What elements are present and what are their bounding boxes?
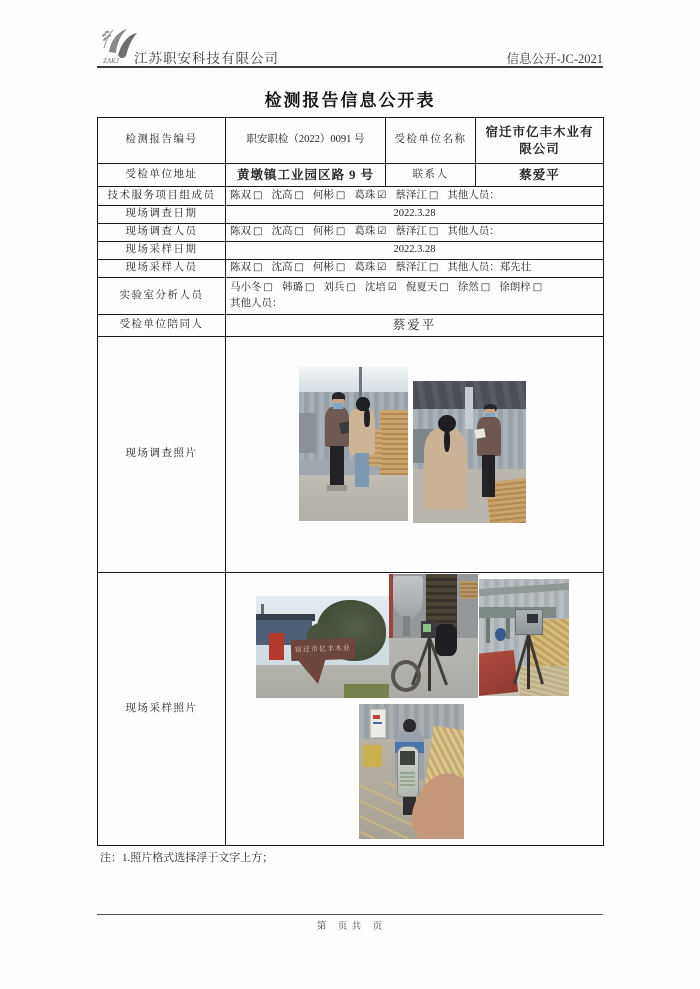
table-row (98, 206, 604, 224)
checkbox-unchecked-icon: □ (335, 189, 346, 201)
info-table (97, 117, 604, 846)
sampling-photo-handheld-meter (359, 704, 464, 839)
member-name: 陈双 (230, 262, 251, 274)
member-name: 马小冬 (230, 281, 262, 293)
photo-shape (460, 581, 478, 598)
checkbox-unchecked-icon: □ (304, 281, 315, 293)
member-name: 韩璐 (281, 281, 303, 293)
member-option (313, 190, 345, 201)
member-name: 蔡泽江 (395, 262, 427, 274)
escort-label: 受检单位陪同人 (98, 315, 226, 337)
member-option (230, 190, 262, 201)
photo-shape: ZAKJ (103, 57, 119, 65)
unit-name-value: 宿迁市亿丰木业有限公司 (476, 118, 604, 164)
table-row (98, 278, 604, 315)
sampling-photos-cell (226, 573, 604, 846)
unit-name-label: 受检单位名称 (386, 118, 476, 164)
survey-photo-1 (299, 367, 408, 521)
member-option (354, 262, 386, 273)
checkbox-unchecked-icon: □ (480, 281, 491, 293)
checkbox-unchecked-icon: □ (428, 226, 439, 238)
lab-staff-members (226, 278, 604, 315)
member-name: 沈高 (271, 189, 293, 201)
member-name: 蔡泽江 (395, 189, 427, 201)
checkbox-unchecked-icon: □ (428, 262, 439, 274)
checkbox-unchecked-icon: □ (294, 262, 304, 274)
member-name: 何彬 (312, 189, 334, 201)
checkbox-unchecked-icon: □ (294, 226, 304, 238)
photo-shape (486, 618, 490, 644)
member-name: 葛珠 (354, 189, 376, 201)
photo-shape (299, 367, 408, 394)
survey-date-label: 现场调查日期 (98, 206, 226, 224)
survey-photos-label: 现场调查照片 (98, 337, 226, 573)
other-personnel: 其他人员： (230, 298, 283, 309)
checkbox-checked-icon: ☑ (387, 281, 397, 293)
photo-shape (479, 583, 569, 596)
sampling-photo-tripod-1 (389, 574, 478, 698)
photo-shape (444, 429, 451, 452)
photo-shape (364, 409, 369, 427)
member-option (499, 282, 542, 293)
photo-shape (423, 624, 431, 633)
member-option (354, 190, 386, 201)
header-rule (97, 66, 603, 68)
lab-staff-label: 实验室分析人员 (98, 278, 226, 315)
member-option (406, 282, 449, 293)
photo-shape (101, 33, 106, 38)
photo-shape (403, 719, 416, 733)
checkbox-unchecked-icon: □ (253, 226, 263, 238)
table-row (98, 242, 604, 260)
contact-value: 蔡爱平 (476, 164, 604, 187)
photo-shape (485, 413, 495, 417)
photo-shape (269, 633, 284, 661)
member-name: 陈双 (230, 189, 251, 201)
member-name: 沈高 (271, 226, 293, 238)
table-row (98, 315, 604, 337)
company-name: 江苏职安科技有限公司 (134, 51, 279, 66)
photo-shape (400, 770, 415, 788)
table-row (98, 187, 604, 206)
photo-shape (527, 635, 530, 689)
checkbox-unchecked-icon: □ (335, 226, 346, 238)
member-name: 沈培 (364, 281, 386, 293)
photo-shape (363, 745, 382, 768)
checkbox-unchecked-icon: □ (439, 281, 449, 293)
photo-shape (299, 413, 316, 453)
member-option (271, 262, 303, 273)
contact-label: 联系人 (386, 164, 476, 187)
sampling-photo-gate (256, 596, 389, 698)
member-option (230, 226, 262, 237)
table-row (98, 118, 604, 164)
checkbox-checked-icon: ☑ (377, 262, 387, 274)
checkbox-unchecked-icon: □ (263, 281, 273, 293)
member-option (282, 282, 314, 293)
report-no-label: 检测报告编号 (98, 118, 226, 164)
checkbox-unchecked-icon: □ (294, 189, 304, 201)
other-personnel: 其他人员：郑先壮 (447, 262, 532, 274)
member-option (365, 282, 397, 293)
footnote: 注：1.照片格式选择浮于文字上方； (100, 852, 274, 864)
checkbox-unchecked-icon: □ (346, 281, 356, 293)
photo-shape (333, 403, 343, 408)
photo-shape (527, 614, 539, 623)
member-option (354, 226, 386, 237)
photo-shape (435, 624, 456, 656)
member-option (395, 226, 438, 237)
photo-shape (400, 751, 415, 765)
sampling-photo-tripod-2 (479, 579, 569, 696)
page-number: 第 页 共 页 (316, 922, 384, 932)
checkbox-unchecked-icon: □ (335, 262, 346, 274)
photo-shape (479, 650, 518, 696)
member-option (323, 282, 355, 293)
member-name: 何彬 (312, 262, 334, 274)
photo-shape (403, 616, 410, 636)
photo-shape (391, 660, 421, 692)
member-name: 沈高 (271, 262, 293, 274)
photo-shape (373, 722, 382, 725)
member-name: 葛珠 (354, 262, 376, 274)
member-option (395, 262, 438, 273)
photo-shape (330, 446, 344, 486)
page-title: 检测报告信息公开表 (264, 91, 436, 110)
survey-staff-label: 现场调查人员 (98, 224, 226, 242)
member-option (313, 262, 345, 273)
gate-sign-text: 宿迁市亿丰木业 (294, 643, 351, 654)
photo-shape (299, 475, 408, 521)
report-no-value: 职安职检（2022）0091 号 (226, 118, 386, 164)
checkbox-unchecked-icon: □ (253, 262, 263, 274)
other-personnel: 其他人员： (447, 189, 500, 201)
sampling-date-value: 2022.3.28 (226, 242, 604, 260)
photo-shape (296, 658, 326, 684)
member-name: 蔡泽江 (395, 226, 427, 238)
checkbox-checked-icon: ☑ (377, 226, 387, 238)
checkbox-unchecked-icon: □ (253, 189, 263, 201)
member-option (458, 282, 490, 293)
member-option (271, 190, 303, 201)
sampling-date-label: 现场采样日期 (98, 242, 226, 260)
photo-shape (495, 628, 506, 641)
photo-shape (506, 618, 510, 639)
survey-date-value: 2022.3.28 (226, 206, 604, 224)
checkbox-unchecked-icon: □ (532, 281, 543, 293)
member-name: 葛珠 (354, 226, 376, 238)
photo-shape (380, 410, 408, 484)
table-row (98, 164, 604, 187)
photo-shape (327, 485, 347, 491)
photo-shape (104, 30, 109, 33)
photo-shape (344, 684, 389, 698)
member-name: 徐朗梓 (499, 281, 531, 293)
member-option (230, 262, 262, 273)
survey-photo-2 (413, 381, 526, 523)
unit-addr-label: 受检单位地址 (98, 164, 226, 187)
photo-shape (428, 638, 431, 690)
member-name: 陈双 (230, 226, 251, 238)
member-option (271, 226, 303, 237)
survey-photos-cell (226, 337, 604, 573)
member-name: 徐然 (457, 281, 479, 293)
table-row (98, 337, 604, 573)
table-row (98, 573, 604, 846)
member-name: 何彬 (312, 226, 334, 238)
table-row (98, 260, 604, 278)
member-option (230, 282, 273, 293)
member-option (395, 190, 438, 201)
tech-team-members (226, 187, 604, 206)
photo-shape (465, 387, 473, 430)
document-code: 信息公开-JC-2021 (506, 52, 603, 66)
photo-shape (355, 453, 369, 487)
photo-shape (393, 576, 423, 618)
checkbox-checked-icon: ☑ (377, 189, 387, 201)
photo-shape (349, 409, 375, 455)
member-option (313, 226, 345, 237)
photo-shape (482, 455, 496, 498)
table-row (98, 224, 604, 242)
tech-team-label: 技术服务项目组成员 (98, 187, 226, 206)
member-name: 刘兵 (323, 281, 345, 293)
sampling-staff-label: 现场采样人员 (98, 260, 226, 278)
member-name: 倪夏天 (405, 281, 438, 293)
sampling-staff-members (226, 260, 604, 278)
escort-value: 蔡爱平 (226, 315, 604, 337)
survey-staff-members (226, 224, 604, 242)
checkbox-unchecked-icon: □ (428, 189, 439, 201)
other-personnel: 其他人员： (447, 226, 500, 238)
sampling-photos-label: 现场采样照片 (98, 573, 226, 846)
footer-rule (97, 914, 603, 915)
unit-addr-value: 黄墩镇工业园区路 9 号 (226, 164, 386, 187)
photo-shape (373, 715, 380, 719)
